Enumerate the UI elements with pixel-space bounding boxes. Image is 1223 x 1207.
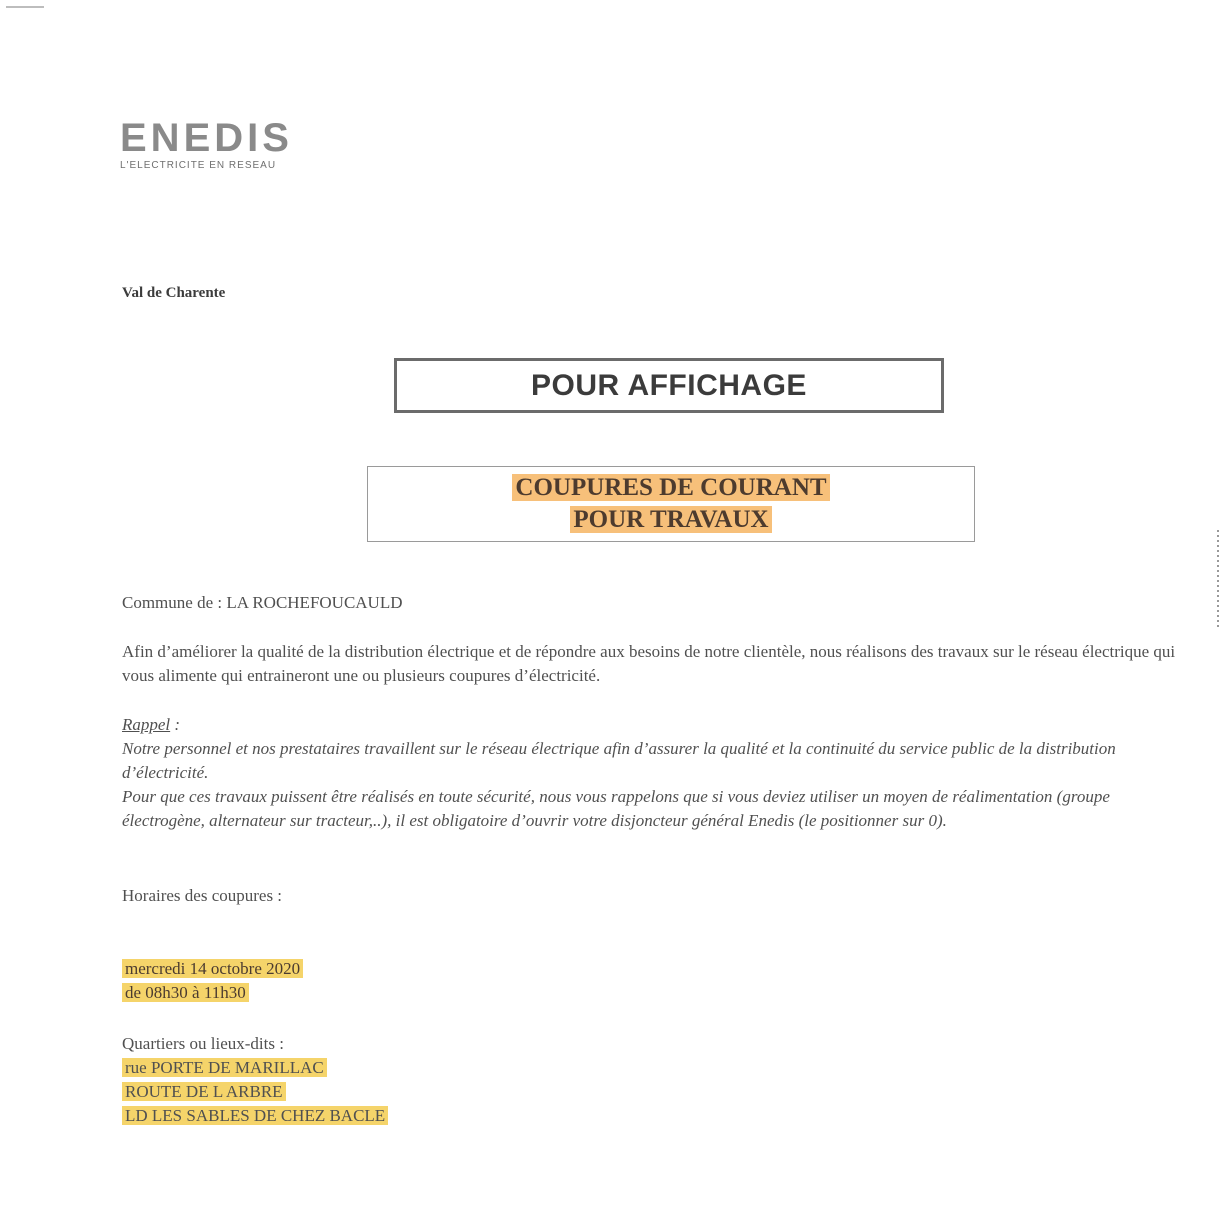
location-item [122,1104,388,1128]
banner-title: POUR AFFICHAGE [531,368,807,402]
schedule-date [122,957,303,981]
rappel-colon: : [170,715,181,734]
subtitle-line-1-text: COUPURES DE COURANT [512,474,829,501]
location-item [122,1080,388,1104]
schedule-block [122,957,303,1005]
region-name: Val de Charente [122,285,226,301]
horaires-label: Horaires des coupures : [122,886,283,905]
enedis-logo [120,118,310,171]
location-text: LD LES SABLES DE CHEZ BACLE [122,1106,388,1125]
subtitle-line-1 [512,472,829,504]
rappel-section [122,713,1182,833]
subtitle-box [367,466,975,542]
rappel-paragraph-1: Notre personnel et nos prestataires travaillent sur le réseau électrique afin d’assurer la qualité et la continuité du service public de la distribution d’électricité. [122,739,1116,782]
banner-box [394,358,944,413]
location-item [122,1056,388,1080]
schedule-time-text: de 08h30 à 11h30 [122,983,249,1002]
rappel-title: Rappel [122,715,171,734]
commune: Commune de : LA ROCHEFOUCAULD [122,593,403,612]
scan-margin-marks [1217,530,1219,630]
rappel-paragraph-2: Pour que ces travaux puissent être réalisés en toute sécurité, nous vous rappelons que si vous deviez utiliser un moyen de réalimentation (groupe électrogène, alternateur sur tracteur,..), il est obligatoire d’ouvrir votre disjoncteur général Enedis (le positionner sur 0). [122,787,1110,830]
scan-edge-mark [6,6,44,8]
quartiers-label: Quartiers ou lieux-dits : [122,1034,284,1053]
schedule-time [122,981,303,1005]
logo-tagline: L'ELECTRICITE EN RESEAU [120,160,277,171]
logo-mark: ENEDIS [120,116,293,160]
rappel-heading [122,713,1182,737]
location-text: ROUTE DE L ARBRE [122,1082,286,1101]
quartiers-block [122,1032,388,1128]
location-text: rue PORTE DE MARILLAC [122,1058,327,1077]
subtitle-line-2-text: POUR TRAVAUX [570,506,771,533]
intro-paragraph: Afin d’améliorer la qualité de la distribution électrique et de répondre aux besoins de notre clientèle, nous réalisons des travaux sur le réseau électrique qui vous alimente qui entraineront une ou plusieurs coupures d’électricité. [122,642,1176,685]
schedule-date-text: mercredi 14 octobre 2020 [122,959,303,978]
subtitle-line-2 [570,504,771,536]
